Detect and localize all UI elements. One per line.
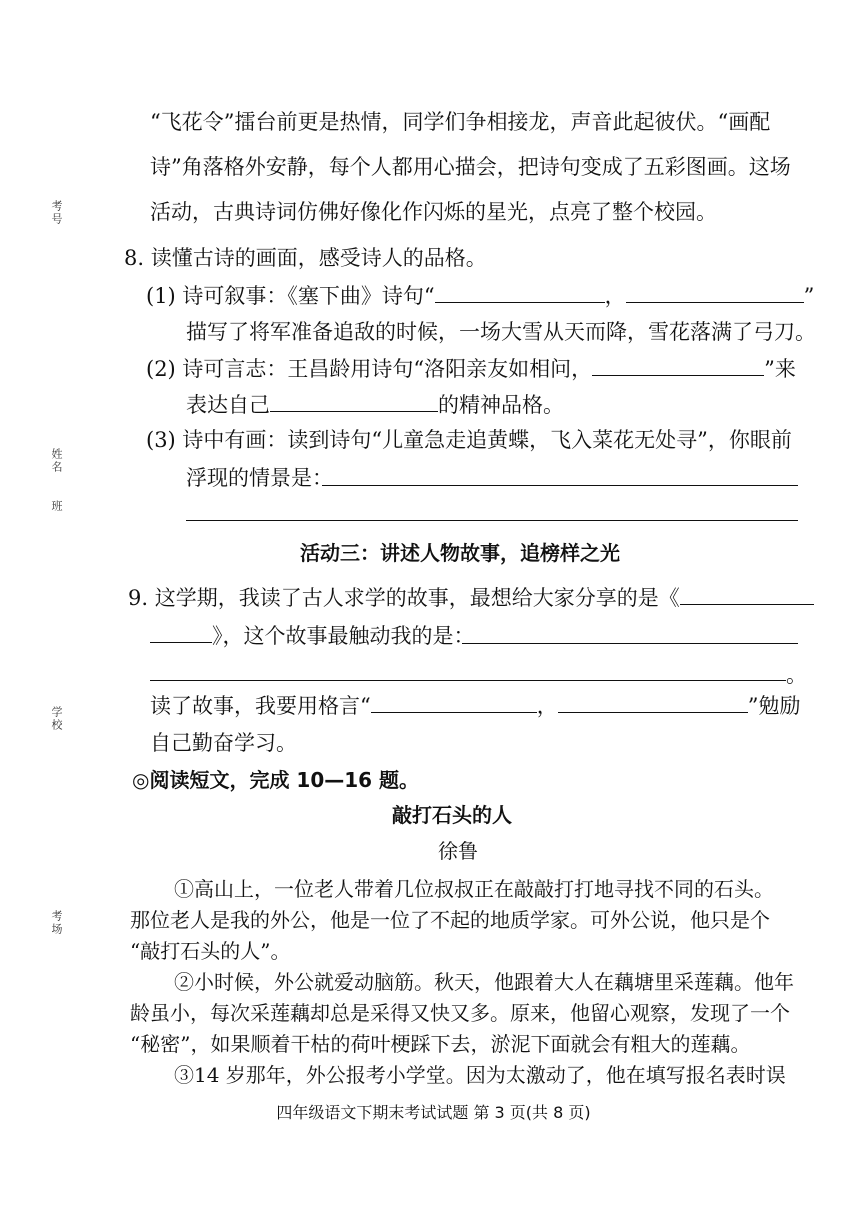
reading-instruction: ◎阅读短文，完成 10—16 题。 [132, 768, 420, 792]
q9-line-d: 自己勤奋学习。 [150, 731, 297, 755]
reading-para2-line-3: “秘密”，如果顺着干枯的荷叶梗踩下去，淤泥下面就会有粗大的莲藕。 [130, 1032, 751, 1056]
q9-line-b [150, 620, 475, 651]
reading-author: 徐鲁 [438, 839, 478, 863]
q8-part1-line-b: 描写了将军准备追敌的时候，一场大雪从天而降，雪花落满了弓刀。 [186, 320, 816, 344]
q9-motto-blank-2[interactable] [558, 690, 748, 713]
q9-answer-line-2[interactable] [150, 680, 786, 681]
q8-part2-close: ”来 [764, 357, 796, 381]
q8-part2-blank-2[interactable] [270, 389, 438, 412]
margin-label-xingming: 姓名 [50, 448, 63, 474]
reading-para2-line-1: ②小时候，外公就爱动脑筋。秋天，他跟着大人在藕塘里采莲藕。他年 [174, 970, 794, 994]
q8-part2-line-a [146, 353, 796, 384]
q8-part2-prompt: (2) 诗可言志：王昌龄用诗句“洛阳亲友如相问， [146, 357, 593, 381]
page-footer: 四年级语文下期末考试试题 第 3 页(共 8 页) [276, 1103, 591, 1122]
margin-label-kaohao: 考号 [50, 200, 63, 226]
reading-para1-line-3: “敲打石头的人”。 [130, 939, 291, 963]
q8-part1-close-quote: ” [803, 284, 815, 308]
q9-motto-comma: ， [536, 694, 558, 718]
q9-line-c [150, 690, 801, 721]
q8-part1-blank-1[interactable] [435, 280, 605, 303]
margin-label-kaochang: 考场 [50, 910, 63, 936]
q8-part2-lead: 表达自己 [186, 393, 270, 417]
margin-label-xuexiao: 学校 [50, 706, 63, 732]
q8-part3-answer-line-2[interactable] [186, 520, 798, 521]
q9-motto-blank-1[interactable] [371, 690, 537, 713]
q9-touch-prompt: 》，这个故事最触动我的是： [212, 624, 475, 648]
q9-book-blank-2[interactable] [150, 620, 212, 643]
reading-title: 敲打石头的人 [392, 803, 512, 827]
q8-part1-comma: ， [604, 284, 626, 308]
intro-line-1: “飞花令”擂台前更是热情，同学们争相接龙，声音此起彼伏。“画配 [150, 110, 771, 134]
reading-para2-line-2: 龄虽小，每次采莲藕却总是采得又快又多。原来，他留心观察，发现了一个 [130, 1001, 790, 1025]
intro-line-2: 诗”角落格外安静，每个人都用心描会，把诗句变成了五彩图画。这场 [150, 155, 791, 179]
q8-title: 8. 读懂古诗的画面，感受诗人的品格。 [124, 246, 487, 270]
q9-prompt: 9. 这学期，我读了古人求学的故事，最想给大家分享的是《 [128, 586, 680, 610]
reading-para3-line-1: ③14 岁那年，外公报考小学堂。因为太激动了，他在填写报名表时误 [174, 1063, 786, 1087]
q9-line-a [128, 582, 814, 613]
q9-period: 。 [786, 663, 807, 687]
margin-label-ban: 班 [50, 500, 63, 513]
q9-motto-prompt: 读了故事，我要用格言“ [150, 694, 371, 718]
q8-part2-tail: 的精神品格。 [438, 393, 564, 417]
q8-part1-blank-2[interactable] [626, 280, 804, 303]
q9-motto-close: ”勉励 [747, 694, 801, 718]
q8-part2-blank-1[interactable] [592, 353, 764, 376]
reading-para1-line-1: ①高山上，一位老人带着几位叔叔正在敲敲打打地寻找不同的石头。 [174, 877, 774, 901]
q9-answer-line-1[interactable] [462, 643, 798, 644]
q8-part1-line-a [146, 280, 814, 311]
activity3-heading: 活动三：讲述人物故事，追榜样之光 [300, 541, 620, 565]
q8-part1-prompt: (1) 诗可叙事：《塞下曲》诗句“ [146, 284, 435, 308]
q8-part3-answer-line-1[interactable] [322, 485, 798, 486]
q9-book-blank-1[interactable] [680, 582, 814, 605]
intro-line-3: 活动，古典诗词仿佛好像化作闪烁的星光，点亮了整个校园。 [150, 200, 717, 224]
reading-para1-line-2: 那位老人是我的外公，他是一位了不起的地质学家。可外公说，他只是个 [130, 908, 770, 932]
q8-part3-line-a: (3) 诗中有画：读到诗句“儿童急走追黄蝶，飞入菜花无处寻”，你眼前 [146, 428, 792, 452]
q8-part2-line-b [186, 389, 564, 420]
q8-part3-line-b: 浮现的情景是： [186, 466, 333, 490]
